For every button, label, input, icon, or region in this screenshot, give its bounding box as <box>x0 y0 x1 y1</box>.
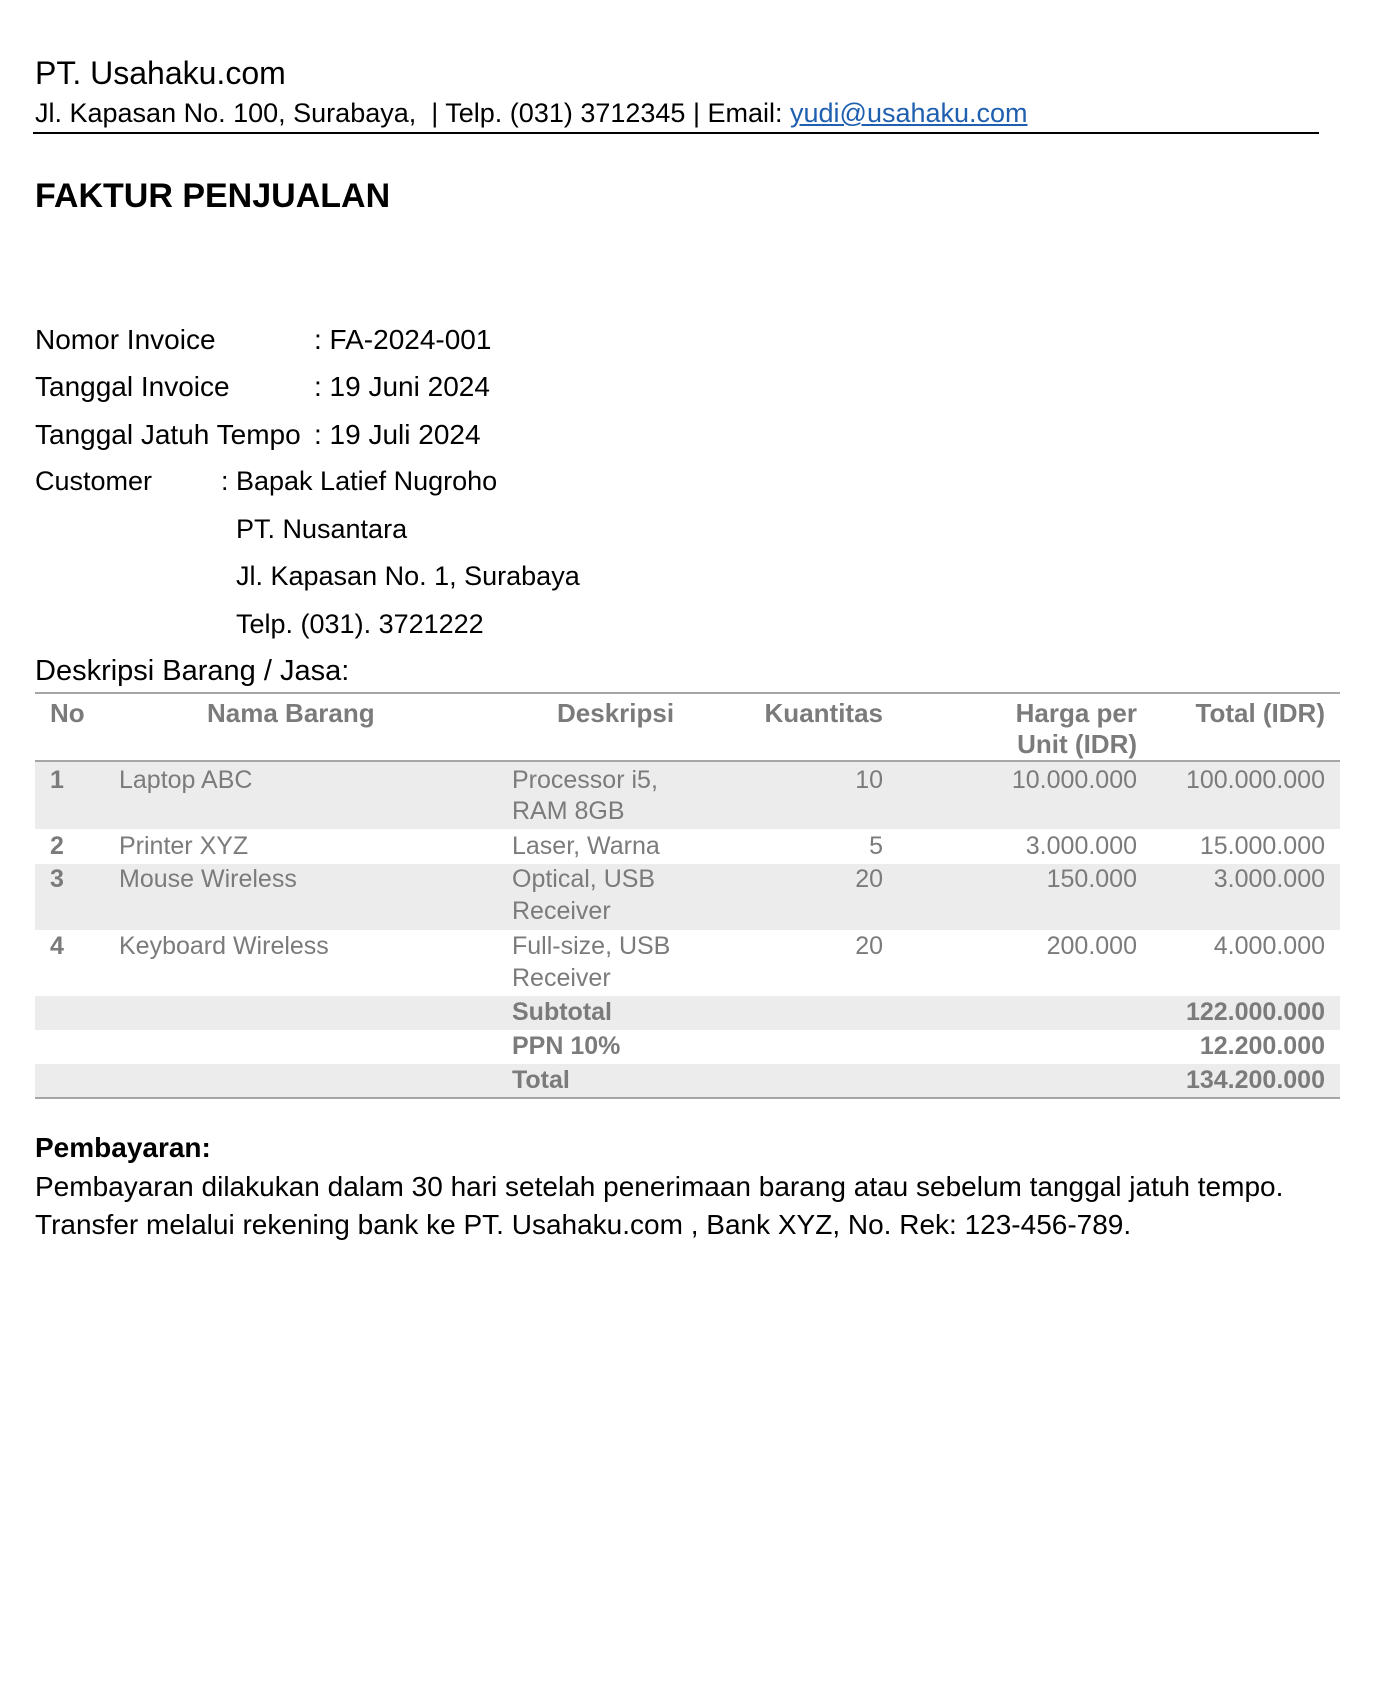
row-total: 100.000.000 <box>1185 766 1325 794</box>
customer-address: Jl. Kapasan No. 1, Surabaya <box>236 561 580 591</box>
due-date-row <box>35 418 481 452</box>
table-row <box>35 762 1340 829</box>
row-deskripsi-line2: Receiver <box>512 897 611 925</box>
col-header-nama: Nama Barang <box>207 698 375 728</box>
invoice-number-value: : FA-2024-001 <box>314 324 492 355</box>
col-header-harga: Harga per <box>1015 698 1137 728</box>
row-nama: Printer XYZ <box>119 832 249 860</box>
customer-row <box>35 464 152 498</box>
row-kuantitas: 20 <box>855 865 883 893</box>
row-deskripsi-line2: RAM 8GB <box>512 797 625 825</box>
payment-terms-line1: Pembayaran dilakukan dalam 30 hari setelah penerimaan barang atau sebelum tanggal jatuh tempo. <box>35 1171 1284 1202</box>
company-address <box>35 96 1028 130</box>
row-no: 2 <box>50 832 64 860</box>
payment-terms-line2: Transfer melalui rekening bank ke PT. Usahaku.com , Bank XYZ, No. Rek: 123-456-789. <box>35 1209 1132 1240</box>
row-harga: 150.000 <box>1046 865 1137 893</box>
row-kuantitas: 5 <box>869 832 883 860</box>
col-header-deskripsi: Deskripsi <box>557 698 675 728</box>
table-header-row <box>35 694 1340 762</box>
row-kuantitas: 10 <box>855 766 883 794</box>
row-deskripsi: Laser, Warna <box>512 832 660 860</box>
row-deskripsi-line2: Receiver <box>512 964 611 992</box>
row-no: 1 <box>50 766 64 794</box>
invoice-date-row <box>35 370 490 404</box>
col-header-kuantitas: Kuantitas <box>764 698 883 728</box>
table-row <box>35 829 1340 864</box>
due-date-label: Tanggal Jatuh Tempo <box>35 419 301 450</box>
col-header-no: No <box>50 698 85 728</box>
row-nama: Keyboard Wireless <box>119 932 329 960</box>
row-no: 3 <box>50 865 64 893</box>
header-divider <box>33 132 1319 134</box>
row-nama: Mouse Wireless <box>119 865 297 893</box>
table-row <box>35 864 1340 930</box>
due-date-value: : 19 Juli 2024 <box>314 419 481 450</box>
invoice-date-label: Tanggal Invoice <box>35 371 230 402</box>
customer-label: Customer <box>35 466 153 496</box>
company-name: PT. Usahaku.com <box>35 55 286 91</box>
row-total: 4.000.000 <box>1213 932 1325 960</box>
ppn-value: 12.200.000 <box>1199 1032 1325 1060</box>
company-email-link[interactable]: yudi@usahaku.com <box>790 98 1028 128</box>
customer-phone: Telp. (031). 3721222 <box>236 609 484 639</box>
row-deskripsi: Optical, USB <box>512 865 656 893</box>
col-header-total: Total (IDR) <box>1195 698 1325 728</box>
items-table <box>35 692 1340 1099</box>
row-harga: 10.000.000 <box>1011 766 1137 794</box>
total-row <box>35 1064 1340 1097</box>
row-no: 4 <box>50 932 64 960</box>
row-nama: Laptop ABC <box>119 766 253 794</box>
subtotal-value: 122.000.000 <box>1185 998 1325 1026</box>
invoice-number-row <box>35 323 492 357</box>
row-total: 15.000.000 <box>1199 832 1325 860</box>
row-deskripsi: Full-size, USB <box>512 932 671 960</box>
col-header-harga-line2: Unit (IDR) <box>1017 729 1137 759</box>
row-deskripsi: Processor i5, <box>512 766 658 794</box>
customer-name: : Bapak Latief Nugroho <box>221 466 498 496</box>
items-section-title: Deskripsi Barang / Jasa: <box>35 655 350 687</box>
row-harga: 200.000 <box>1046 932 1137 960</box>
subtotal-row <box>35 996 1340 1030</box>
table-row <box>35 930 1340 996</box>
invoice-date-value: : 19 Juni 2024 <box>314 371 490 402</box>
row-harga: 3.000.000 <box>1025 832 1137 860</box>
ppn-row <box>35 1030 1340 1064</box>
total-value: 134.200.000 <box>1185 1066 1325 1094</box>
row-total: 3.000.000 <box>1213 865 1325 893</box>
subtotal-label: Subtotal <box>512 998 612 1026</box>
total-label: Total <box>512 1066 570 1094</box>
company-address-text: Jl. Kapasan No. 100, Surabaya, | Telp. (031) 3712345 | Email: <box>35 98 790 128</box>
payment-title: Pembayaran: <box>35 1132 211 1163</box>
ppn-label: PPN 10% <box>512 1032 621 1060</box>
row-kuantitas: 20 <box>855 932 883 960</box>
customer-company: PT. Nusantara <box>236 514 408 544</box>
document-title: FAKTUR PENJUALAN <box>35 177 391 215</box>
invoice-number-label: Nomor Invoice <box>35 324 216 355</box>
